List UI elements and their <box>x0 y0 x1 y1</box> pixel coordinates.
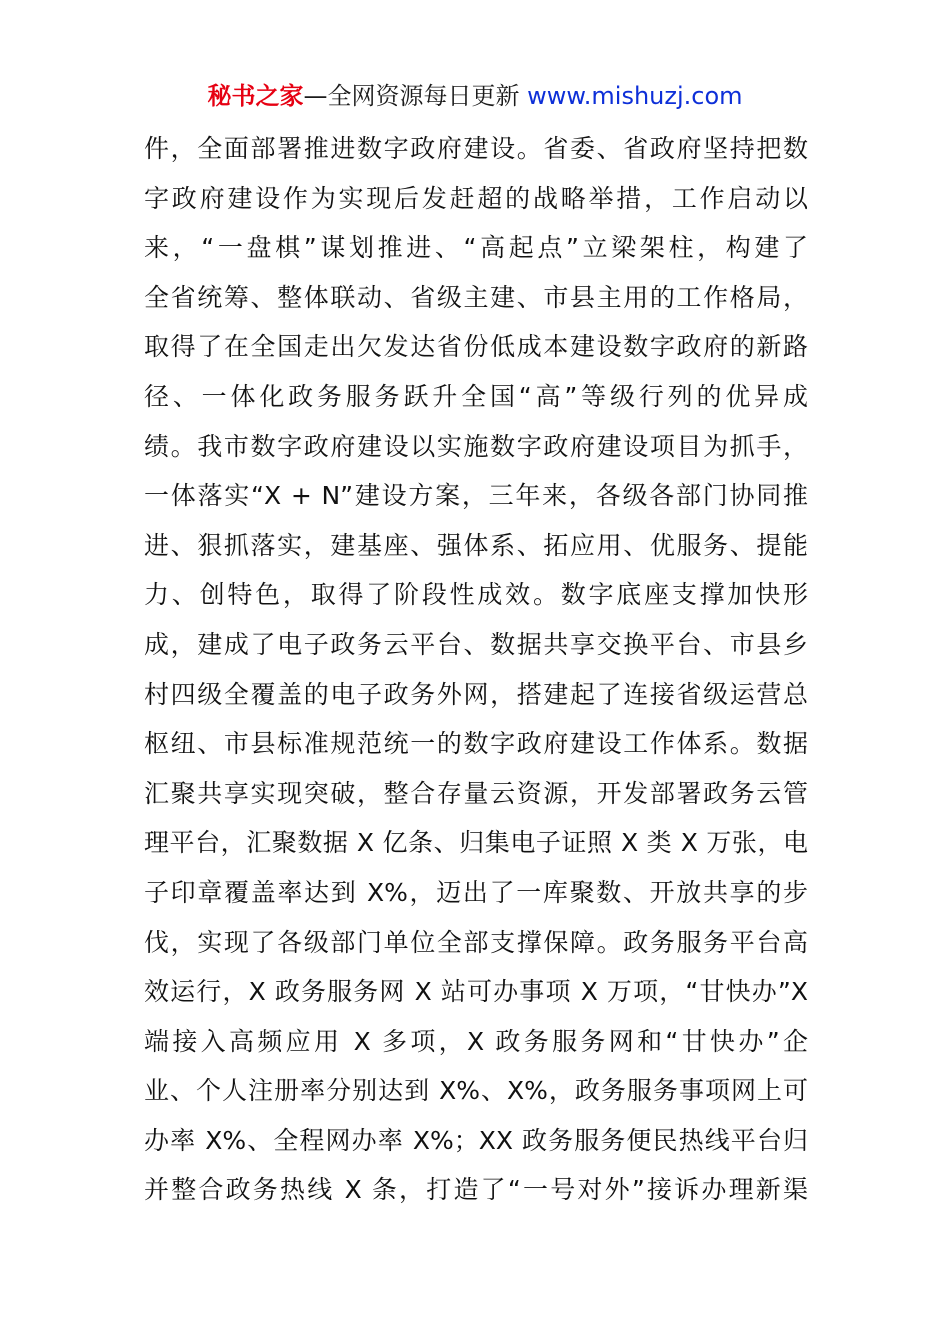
text-line: 办率 X%、全程网办率 X%；XX 政务服务便民热线平台归 <box>144 1125 808 1155</box>
text-line: 全省统筹、整体联动、省级主建、市县主用的工作格局， <box>144 282 808 312</box>
site-brand: 秘书之家 <box>207 82 304 110</box>
text-line: 理平台，汇聚数据 X 亿条、归集电子证照 X 类 X 万张，电 <box>144 828 808 858</box>
text-line: 成，建成了电子政务云平台、数据共享交换平台、市县乡 <box>144 629 808 659</box>
body-paragraph <box>144 124 808 1215</box>
site-tagline: —全网资源每日更新 <box>303 82 528 110</box>
text-line: 绩。我市数字政府建设以实施数字政府建设项目为抓手， <box>144 431 808 461</box>
text-line: 汇聚共享实现突破，整合存量云资源，开发部署政务云管 <box>144 778 808 808</box>
text-line: 业、个人注册率分别达到 X%、X%，政务服务事项网上可 <box>144 1076 808 1106</box>
text-line: 伐，实现了各级部门单位全部支撑保障。政务服务平台高 <box>144 927 808 957</box>
text-line: 效运行，X 政务服务网 X 站可办事项 X 万项，“甘快办”X <box>144 977 808 1007</box>
text-line: 并整合政务热线 X 条，打造了“一号对外”接诉办理新渠 <box>144 1175 808 1205</box>
text-line: 枢纽、市县标准规范统一的数字政府建设工作体系。数据 <box>144 729 808 759</box>
text-line: 取得了在全国走出欠发达省份低成本建设数字政府的新路 <box>144 332 808 362</box>
text-line: 径、一体化政务服务跃升全国“高”等级行列的优异成 <box>144 381 808 411</box>
text-line: 力、创特色，取得了阶段性成效。数字底座支撑加快形 <box>144 580 808 610</box>
site-url[interactable]: www.mishuzj.com <box>527 82 743 110</box>
text-line: 村四级全覆盖的电子政务外网，搭建起了连接省级运营总 <box>144 679 808 709</box>
text-line: 一体落实“X + N”建设方案，三年来，各级各部门协同推 <box>144 481 808 511</box>
text-line: 子印章覆盖率达到 X%，迈出了一库聚数、开放共享的步 <box>144 877 808 907</box>
text-line: 件，全面部署推进数字政府建设。省委、省政府坚持把数 <box>144 134 808 163</box>
text-line: 来，“一盘棋”谋划推进、“高起点”立梁架柱，构建了 <box>144 233 808 263</box>
page-header <box>0 80 950 112</box>
text-line: 进、狠抓落实，建基座、强体系、拓应用、优服务、提能 <box>144 530 808 560</box>
text-line: 端接入高频应用 X 多项，X 政务服务网和“甘快办”企 <box>144 1026 808 1056</box>
text-line: 字政府建设作为实现后发赶超的战略举措，工作启动以 <box>144 183 808 213</box>
